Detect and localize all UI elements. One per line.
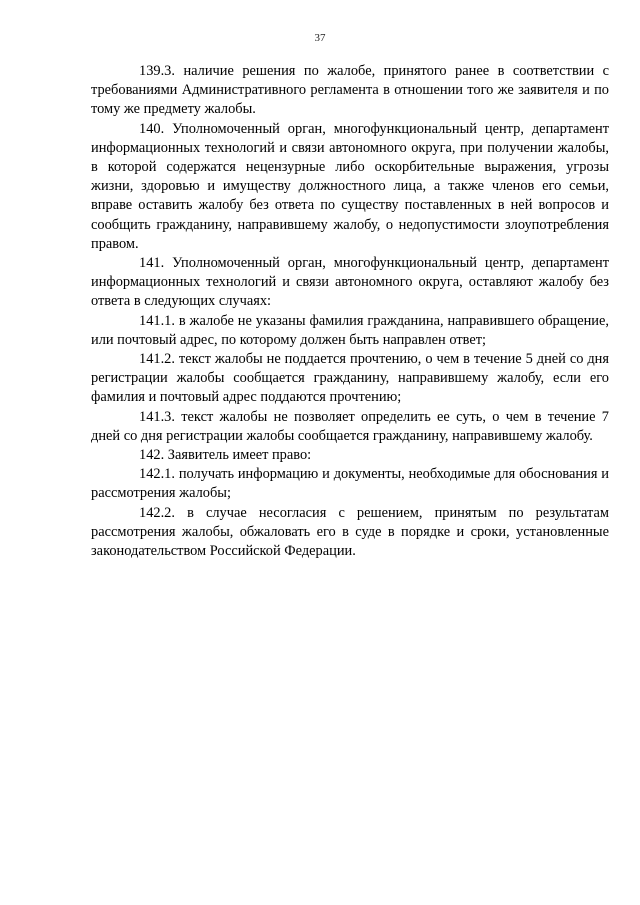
- document-body: [91, 62, 609, 561]
- page-number: 37: [314, 32, 326, 44]
- paragraph-141: 141. Уполномоченный орган, многофункциональный центр, департамент информационных технологий и связи автономного округа, оставляют жалобу без ответа в следующих случаях:: [91, 255, 609, 310]
- paragraph-140: 140. Уполномоченный орган, многофункциональный центр, департамент информационных технологий и связи автономного округа, при получении жалобы, в которой содержатся нецензурные либо оскорбительные выражения, угрозы жизни, здоровью и имуществу должностного лица, а также членов его семьи, вправе оставить жалобу без ответа по существу поставленных в ней вопросов и сообщить гражданину, направившему жалобу, о недопустимости злоупотребления правом.: [91, 120, 609, 252]
- paragraph-142-1: 142.1. получать информацию и документы, необходимые для обоснования и рассмотрения жалобы;: [91, 466, 609, 502]
- paragraph-142: 142. Заявитель имеет право:: [139, 447, 312, 464]
- paragraph-141-1: 141.1. в жалобе не указаны фамилия гражданина, направившего обращение, или почтовый адрес, по которому должен быть направлен ответ;: [91, 312, 609, 348]
- paragraph-141-2: 141.2. текст жалобы не поддается прочтению, о чем в течение 5 дней со дня регистрации жалобы сообщается гражданину, направившему жалобу, если его фамилия и почтовый адрес поддаются прочтению;: [91, 351, 609, 406]
- paragraph-139-3: 139.3. наличие решения по жалобе, принятого ранее в соответствии с требованиями Административного регламента в отношении того же заявителя и по тому же предмету жалобы.: [91, 63, 609, 118]
- paragraph-141-3: 141.3. текст жалобы не позволяет определить ее суть, о чем в течение 7 дней со дня регистрации жалобы сообщается гражданину, направившему жалобу.: [91, 408, 609, 444]
- paragraph-142-2: 142.2. в случае несогласия с решением, принятым по результатам рассмотрения жалобы, обжаловать его в суде в порядке и сроки, установленные законодательством Российской Федерации.: [91, 504, 609, 560]
